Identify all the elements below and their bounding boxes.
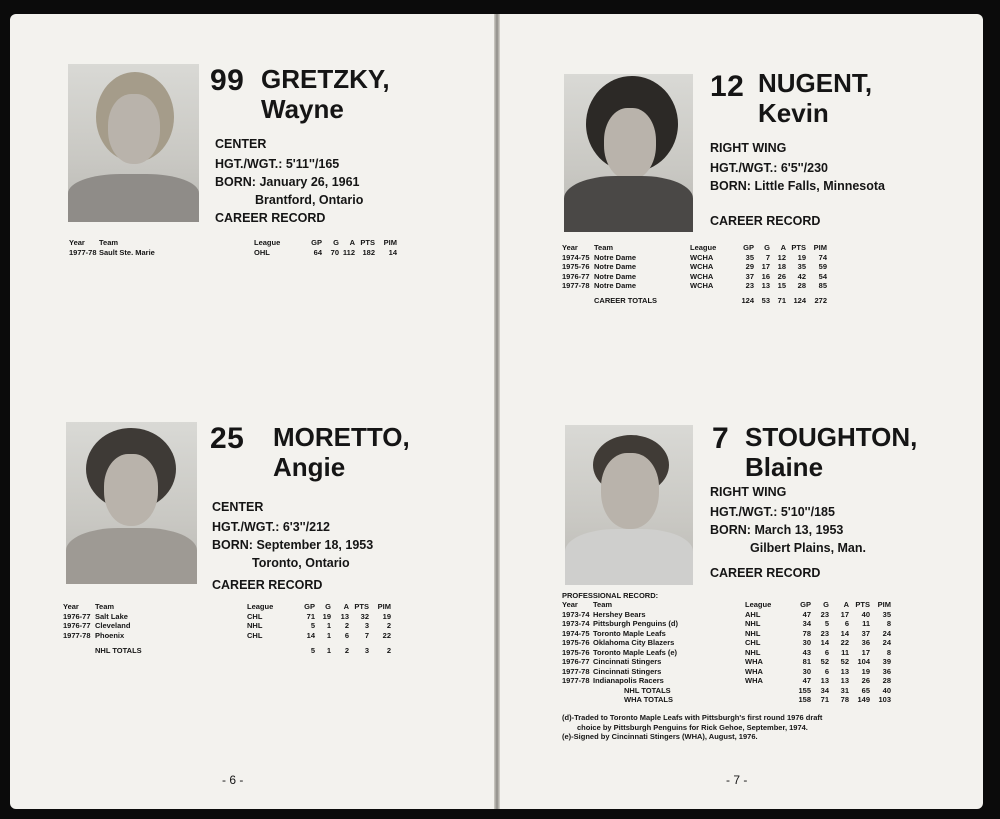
cell-pts: 7 (364, 630, 369, 640)
cell-gp: 47 (802, 676, 811, 685)
table-row (562, 667, 891, 677)
cell-pts: 28 (797, 281, 806, 290)
cell-team: Cincinnati Stingers (593, 666, 662, 676)
col-league: League (745, 600, 772, 609)
player-info (710, 139, 885, 195)
cell-g: 13 (761, 281, 770, 290)
nugent-photo (564, 74, 693, 232)
cell-pim: 272 (814, 295, 827, 305)
career-record-label: CAREER RECORD (215, 211, 326, 225)
player-birthplace: Brantford, Ontario (255, 193, 364, 207)
cell-team: Cincinnati Stingers (593, 657, 662, 666)
cell-team: Notre Dame (594, 271, 637, 281)
cell-league: CHL (247, 630, 263, 640)
cell-g: 53 (761, 295, 770, 305)
cell-pim: 8 (886, 619, 891, 628)
cell-g: 7 (765, 252, 770, 262)
cell-year: 1977-78 (562, 666, 590, 676)
totals-label: CAREER TOTALS (594, 295, 658, 305)
cell-league: CHL (745, 638, 761, 647)
player-last-name: NUGENT, (758, 68, 873, 98)
cell-pts: 65 (861, 685, 870, 695)
player-number: 12 (710, 70, 745, 103)
cell-league: NHL (745, 619, 761, 628)
table-row (562, 272, 827, 282)
cell-g: 23 (820, 628, 829, 638)
cell-a: 13 (840, 676, 849, 685)
cell-a: 17 (840, 609, 849, 619)
col-a: A (349, 238, 355, 247)
cell-gp: 35 (745, 252, 754, 262)
cell-team: Notre Dame (594, 281, 637, 290)
table-header-row (562, 243, 827, 253)
cell-pts: 19 (797, 252, 806, 262)
cell-a: 22 (840, 638, 849, 647)
cell-league: WHA (745, 676, 763, 685)
col-team: Team (99, 238, 119, 247)
cell-a: 2 (344, 621, 349, 630)
cell-team: Salt Lake (95, 611, 128, 621)
table-row (562, 619, 891, 629)
totals-label: NHL TOTALS (95, 646, 142, 655)
table-row (562, 610, 891, 620)
cell-pts: 26 (861, 676, 870, 685)
cell-pts: 11 (862, 619, 870, 628)
cell-team: Pittsburgh Penguins (d) (593, 619, 678, 628)
cell-pim: 74 (818, 252, 827, 262)
totals-label: NHL TOTALS (624, 685, 671, 695)
cell-gp: 30 (802, 666, 811, 676)
cell-pim: 35 (882, 609, 891, 619)
cell-a: 13 (340, 611, 349, 621)
cell-pim: 103 (878, 695, 891, 704)
cell-gp: 30 (802, 638, 811, 647)
col-pts: PTS (855, 600, 870, 609)
cell-gp: 155 (798, 685, 811, 695)
spacer-cell (562, 291, 594, 306)
cell-team: Hershey Bears (593, 609, 646, 619)
col-year: Year (562, 600, 578, 609)
cell-pim: 24 (882, 638, 891, 647)
cell-league: WCHA (690, 252, 714, 262)
career-record-table (69, 238, 397, 257)
cell-pim: 14 (388, 247, 397, 257)
cell-gp: 64 (313, 247, 322, 257)
cell-pts: 35 (797, 262, 806, 271)
cell-gp: 158 (798, 695, 811, 704)
cell-team: Phoenix (95, 630, 125, 640)
cell-g: 16 (761, 271, 770, 281)
book-gutter (494, 14, 500, 809)
player-birthplace: Toronto, Ontario (252, 556, 350, 570)
player-number: 99 (210, 64, 245, 97)
col-gp: GP (311, 238, 322, 247)
player-first-name: Angie (273, 452, 346, 482)
cell-pim: 2 (386, 646, 391, 655)
col-year: Year (63, 602, 79, 611)
cell-league: OHL (254, 247, 270, 257)
cell-year: 1977-78 (562, 281, 590, 290)
cell-a: 11 (841, 647, 849, 657)
cell-team: Toronto Maple Leafs (593, 628, 666, 638)
totals-row (562, 686, 891, 696)
player-position: RIGHT WING (710, 141, 787, 155)
table-row (562, 629, 891, 639)
career-record-label: CAREER RECORD (710, 566, 821, 580)
cell-year: 1976-77 (63, 621, 91, 630)
col-league: League (690, 243, 717, 252)
col-team: Team (593, 600, 613, 609)
career-record-table (562, 600, 891, 705)
cell-a: 14 (840, 628, 849, 638)
player-born: BORN: Little Falls, Minnesota (710, 179, 886, 193)
cell-year: 1975-76 (562, 262, 590, 271)
cell-pts: 149 (857, 695, 870, 704)
totals-row (562, 695, 891, 705)
cell-team: Notre Dame (594, 262, 637, 271)
cell-gp: 5 (310, 621, 315, 630)
cell-team: Cleveland (95, 621, 131, 630)
cell-league: NHL (745, 647, 761, 657)
cell-gp: 34 (802, 619, 811, 628)
cell-pts: 3 (364, 621, 369, 630)
cell-pim: 54 (818, 271, 827, 281)
cell-g: 5 (824, 619, 829, 628)
player-born: BORN: September 18, 1953 (212, 538, 374, 552)
totals-label: WHA TOTALS (624, 695, 674, 704)
cell-g: 13 (820, 676, 829, 685)
player-born: BORN: January 26, 1961 (215, 175, 360, 189)
cell-g: 6 (824, 666, 829, 676)
spacer-cell (562, 695, 593, 705)
career-record-table (562, 243, 827, 305)
col-a: A (843, 600, 849, 609)
cell-league: WCHA (690, 281, 714, 290)
cell-pts: 104 (857, 657, 870, 666)
table-row (63, 631, 391, 641)
cell-team: Oklahoma City Blazers (593, 638, 675, 647)
cell-league: NHL (247, 621, 263, 630)
cell-year: 1977-78 (69, 247, 97, 257)
cell-team: Indianapolis Racers (593, 676, 664, 685)
cell-gp: 124 (741, 295, 754, 305)
table-header-row (63, 602, 391, 612)
footnote-line: choice by Pittsburgh Penguins for Rick Gehoe, September, 1974. (577, 722, 808, 732)
career-record-table (63, 602, 391, 656)
table-row (562, 281, 827, 291)
cell-g: 71 (820, 695, 829, 704)
col-pim: PIM (813, 243, 827, 252)
player-number: 25 (210, 422, 245, 455)
cell-a: 31 (840, 685, 849, 695)
table-row (562, 638, 891, 648)
player-number: 7 (712, 422, 730, 455)
cell-gp: 14 (306, 630, 315, 640)
cell-gp: 29 (745, 262, 754, 271)
footnote-line: (d)-Traded to Toronto Maple Leafs with Pittsburgh's first round 1976 draft (562, 713, 823, 722)
cell-a: 52 (840, 657, 849, 666)
moretto-photo (66, 422, 197, 584)
player-info (215, 135, 363, 209)
cell-year: 1977-78 (562, 676, 590, 685)
cell-year: 1975-76 (562, 638, 590, 647)
col-g: G (823, 600, 829, 609)
player-position: RIGHT WING (710, 485, 787, 499)
cell-league: WCHA (690, 271, 714, 281)
cell-pts: 19 (861, 666, 870, 676)
cell-a: 15 (777, 281, 786, 290)
table-row (63, 621, 391, 631)
totals-row (63, 640, 391, 656)
cell-a: 6 (844, 619, 849, 628)
footnote-line: (e)-Signed by Cincinnati Stingers (WHA), August, 1976. (562, 732, 758, 741)
col-a: A (780, 243, 786, 252)
spacer-cell (63, 640, 95, 656)
col-gp: GP (743, 243, 754, 252)
table-row (63, 612, 391, 622)
player-position: CENTER (215, 137, 267, 151)
cell-year: 1974-75 (562, 252, 590, 262)
col-pim: PIM (877, 600, 891, 609)
cell-pim: 24 (882, 628, 891, 638)
col-gp: GP (304, 602, 315, 611)
cell-year: 1973-74 (562, 609, 590, 619)
cell-a: 18 (777, 262, 786, 271)
player-hgt-wgt: HGT./WGT.: 5'11''/165 (215, 157, 340, 171)
cell-gp: 43 (802, 647, 811, 657)
col-gp: GP (800, 600, 811, 609)
cell-g: 17 (761, 262, 770, 271)
cell-gp: 37 (745, 271, 754, 281)
player-last-name: STOUGHTON, (745, 422, 918, 452)
col-pim: PIM (377, 602, 391, 611)
cell-team: Notre Dame (594, 252, 637, 262)
player-first-name: Wayne (261, 94, 344, 124)
col-league: League (247, 602, 274, 611)
player-position: CENTER (212, 500, 264, 514)
cell-pts: 37 (861, 628, 870, 638)
cell-g: 14 (820, 638, 829, 647)
cell-g: 1 (326, 646, 331, 655)
cell-gp: 5 (310, 646, 315, 655)
col-g: G (764, 243, 770, 252)
cell-pim: 8 (886, 647, 891, 657)
cell-year: 1976-77 (562, 657, 590, 666)
col-year: Year (562, 243, 578, 252)
cell-g: 52 (820, 657, 829, 666)
cell-gp: 47 (802, 609, 811, 619)
cell-a: 12 (777, 252, 786, 262)
col-g: G (333, 238, 339, 247)
player-first-name: Blaine (745, 452, 824, 482)
col-year: Year (69, 238, 85, 247)
cell-year: 1976-77 (63, 611, 91, 621)
cell-pim: 22 (382, 630, 391, 640)
cell-league: NHL (745, 628, 761, 638)
cell-pim: 19 (382, 611, 391, 621)
cell-league: CHL (247, 611, 263, 621)
gretzky-photo (68, 64, 199, 222)
cell-g: 1 (326, 621, 331, 630)
totals-row (562, 291, 827, 306)
player-last-name: MORETTO, (273, 422, 410, 452)
spacer-cell (562, 686, 593, 696)
table-row (562, 262, 827, 272)
cell-pts: 36 (861, 638, 870, 647)
cell-pts: 182 (362, 247, 375, 257)
career-record-label: CAREER RECORD (212, 578, 323, 592)
cell-pts: 32 (360, 611, 369, 621)
cell-a: 6 (344, 630, 349, 640)
col-league: League (254, 238, 281, 247)
cell-a: 26 (777, 271, 786, 281)
col-pim: PIM (383, 238, 397, 247)
cell-pim: 85 (818, 281, 827, 290)
cell-a: 71 (777, 295, 786, 305)
cell-g: 34 (820, 685, 829, 695)
cell-league: WHA (745, 666, 763, 676)
page-number: - 7 - (726, 773, 748, 787)
cell-g: 23 (820, 609, 829, 619)
player-info (212, 498, 373, 572)
stoughton-photo (565, 425, 693, 585)
cell-pts: 3 (364, 646, 369, 655)
cell-team: Sault Ste. Marie (99, 247, 155, 257)
player-hgt-wgt: HGT./WGT.: 5'10''/185 (710, 505, 835, 519)
cell-gp: 23 (745, 281, 754, 290)
cell-g: 1 (326, 630, 331, 640)
player-hgt-wgt: HGT./WGT.: 6'3''/212 (212, 520, 330, 534)
table-row (562, 253, 827, 263)
cell-pts: 124 (793, 295, 806, 305)
footnotes (562, 713, 822, 742)
page-number: - 6 - (222, 773, 244, 787)
cell-year: 1973-74 (562, 619, 590, 628)
cell-year: 1975-76 (562, 647, 590, 657)
cell-pim: 40 (882, 685, 891, 695)
player-first-name: Kevin (758, 98, 829, 128)
cell-league: AHL (745, 609, 761, 619)
table-row (69, 248, 397, 258)
col-a: A (343, 602, 349, 611)
cell-pts: 40 (861, 609, 870, 619)
cell-a: 13 (840, 666, 849, 676)
cell-year: 1974-75 (562, 628, 590, 638)
cell-gp: 71 (306, 611, 315, 621)
cell-g: 19 (322, 611, 331, 621)
cell-g: 6 (824, 647, 829, 657)
cell-pim: 28 (882, 676, 891, 685)
player-born: BORN: March 13, 1953 (710, 523, 844, 537)
cell-pts: 17 (861, 647, 870, 657)
table-row (562, 676, 891, 686)
player-birthplace: Gilbert Plains, Man. (750, 541, 866, 555)
cell-team: Toronto Maple Leafs (e) (593, 647, 678, 657)
cell-league: WCHA (690, 262, 714, 271)
col-pts: PTS (791, 243, 806, 252)
table-header-row (69, 238, 397, 248)
player-info (710, 483, 866, 557)
table-row (562, 657, 891, 667)
col-pts: PTS (354, 602, 369, 611)
col-team: Team (594, 243, 614, 252)
col-team: Team (95, 602, 115, 611)
cell-g: 70 (330, 247, 339, 257)
cell-gp: 78 (802, 628, 811, 638)
cell-pim: 59 (818, 262, 827, 271)
cell-pim: 36 (882, 666, 891, 676)
cell-gp: 81 (802, 657, 811, 666)
cell-pim: 2 (386, 621, 391, 630)
player-last-name: GRETZKY, (261, 64, 390, 94)
cell-a: 2 (344, 646, 349, 655)
player-hgt-wgt: HGT./WGT.: 6'5''/230 (710, 161, 828, 175)
col-g: G (325, 602, 331, 611)
career-record-label: CAREER RECORD (710, 214, 821, 228)
cell-year: 1977-78 (63, 630, 91, 640)
cell-a: 78 (840, 695, 849, 704)
cell-a: 112 (342, 247, 355, 257)
cell-league: WHA (745, 657, 763, 666)
cell-pim: 39 (882, 657, 891, 666)
table-header-row (562, 600, 891, 610)
col-pts: PTS (360, 238, 375, 247)
cell-pts: 42 (797, 271, 806, 281)
professional-record-label: PROFESSIONAL RECORD: (562, 591, 659, 600)
table-row (562, 648, 891, 658)
cell-year: 1976-77 (562, 271, 590, 281)
